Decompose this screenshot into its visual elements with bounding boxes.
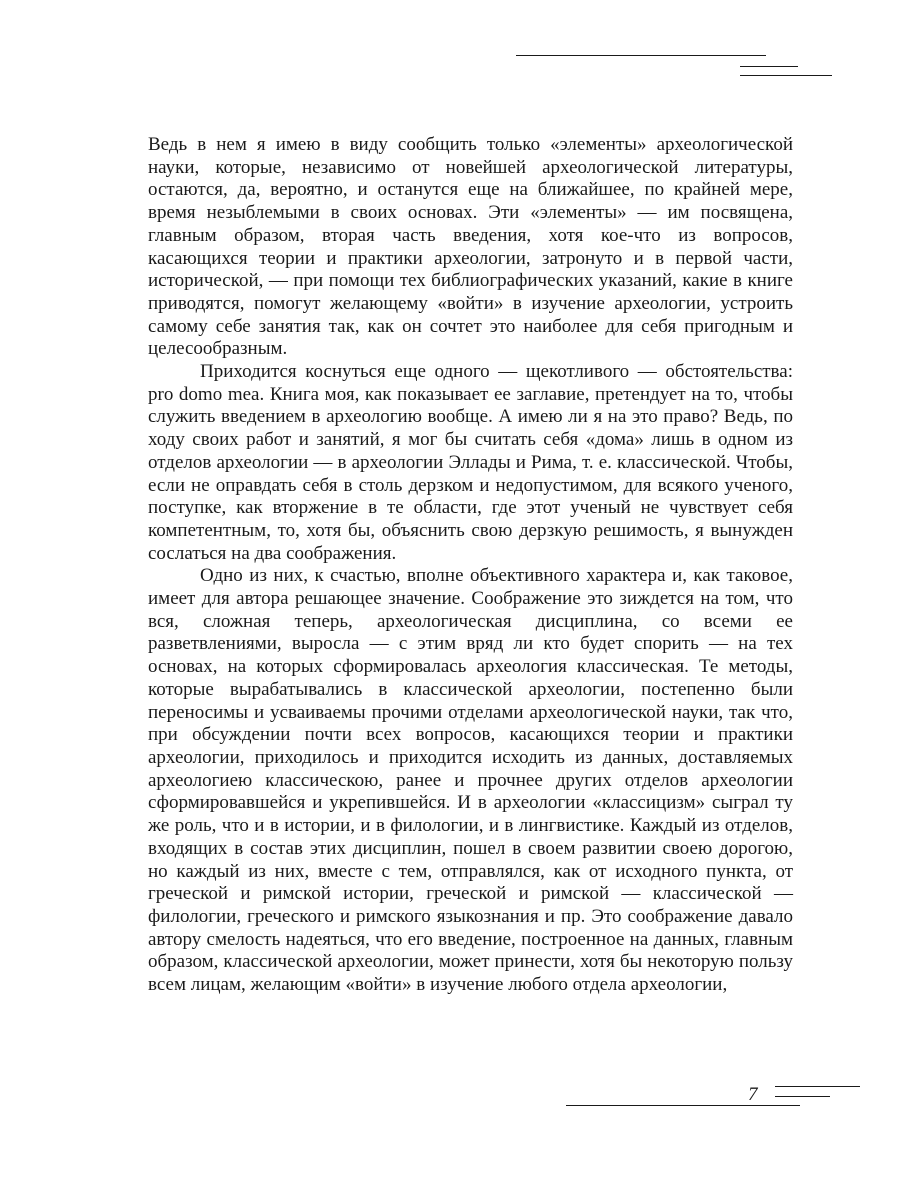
paragraph-2: Приходится коснуться еще одного — щекотливого — обстоятельства: pro domo mea. Книга моя, как показывает ее заглавие, претендует на то, чтобы служить введением в археологию вообще. А имею ли я на это право? Ведь, по ходу своих работ и занятий, я мог бы считать себя «дома» лишь в одном из отделов археологии — в археологии Эллады и Рима, т. е. классической. Чтобы, если не оправдать себя в столь дерзком и недопустимом, для всякого ученого, поступке, как вторжение в те области, где этот ученый не чувствует себя компетентным, то, хотя бы, объяснить свою дерзкую решимость, я вынужден сослаться на два соображения. [148, 361, 793, 564]
paragraph-1: Ведь в нем я имею в виду сообщить только «элементы» археологической науки, которые, независимо от новейшей археологической литературы, остаются, да, вероятно, и останутся еще на ближайшее, по крайней мере, время незыблемыми в своих основах. Эти «элементы» — им посвящена, главным образом, вторая часть введения, хотя кое-что из вопросов, касающихся теории и практики археологии, затронуто и в первой части, исторической, — при помощи тех библиографических указаний, какие в книге приводятся, помогут желающему «войти» в изучение археологии, устроить самому себе занятия так, как он сочтет это наиболее для себя пригодным и целесообразным. [148, 134, 793, 360]
body-text [148, 134, 793, 997]
footer-rule-mid [775, 1096, 830, 1097]
header-rule-long [516, 55, 766, 56]
footer-rule-top [775, 1086, 860, 1087]
header-rule-right [740, 75, 832, 76]
footer-rule-long [566, 1105, 800, 1106]
paragraph-3: Одно из них, к счастью, вполне объективного характера и, как таковое, имеет для автора решающее значение. Соображение это зиждется на том, что вся, сложная теперь, археологическая дисциплина, со всеми ее разветвлениями, выросла — с этим вряд ли кто будет спорить — на тех основах, на которых сформировалась археология классическая. Те методы, которые вырабатывались в классической археологии, постепенно были переносимы и усваиваемы прочими отделами археологической науки, так что, при обсуждении почти всех вопросов, касающихся теории и практики археологии, приходилось и приходится исходить из данных, доставляемых археологиею классическою, ранее и прочнее других отделов археологии сформировавшейся и укрепившейся. И в археологии «классицизм» сыграл ту же роль, что и в истории, и в филологии, и в лингвистике. Каждый из отделов, входящих в состав этих дисциплин, пошел в своем развитии своею дорогою, но каждый из них, вместе с тем, отправлялся, как от исходного пункта, от греческой и римской истории, греческой и римской — классической — филологии, греческого и римского языкознания и пр. Это соображение давало автору смелость надеяться, что его введение, построенное на данных, главным образом, классической археологии, может принести, хотя бы некоторую пользу всем лицам, желающим «войти» в изучение любого отдела археологии, [148, 565, 793, 996]
page-number: 7 [748, 1084, 758, 1105]
header-rule-short [740, 66, 798, 67]
